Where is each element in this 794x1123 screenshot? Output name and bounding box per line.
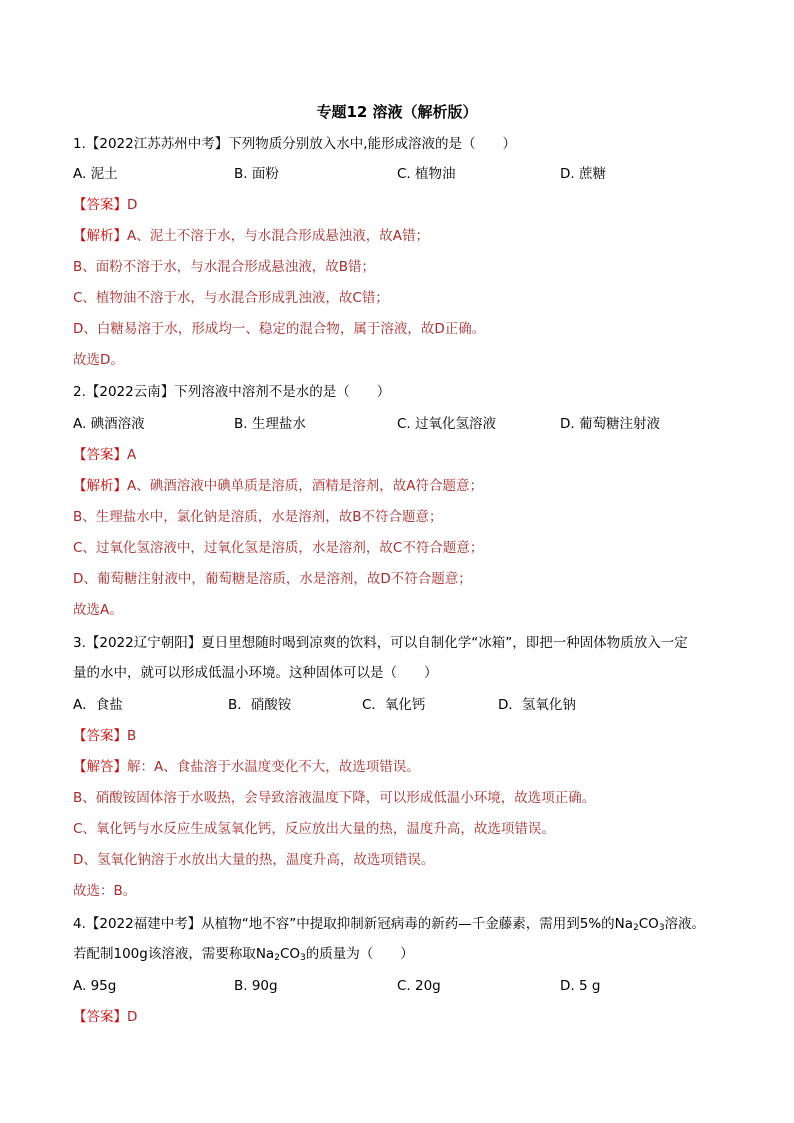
answer-tag: 【答案】 bbox=[73, 447, 127, 463]
analysis-tag: 【解析】 bbox=[73, 478, 127, 494]
question-2-option-c: C. 过氧化氢溶液 bbox=[397, 416, 497, 432]
question-3-option-a: A．食盐 bbox=[73, 697, 123, 713]
question-1-analysis-line: B、面粉不溶于水，与水混合形成悬浊液，故B错； bbox=[73, 259, 376, 275]
question-1-option-c: C. 植物油 bbox=[397, 166, 456, 182]
answer-value: A bbox=[127, 447, 137, 463]
question-4-answer bbox=[73, 1007, 753, 1027]
question-2-answer bbox=[73, 445, 753, 465]
subscript: 3 bbox=[658, 923, 665, 933]
question-3-stem: 3.【2022辽宁朝阳】夏日里想随时喝到凉爽的饮料，可以自制化学“冰箱”，即把一种固体物质放入一定 bbox=[73, 635, 688, 651]
stem-text: 若配制100g该溶液，需要称取Na bbox=[73, 946, 275, 962]
question-3-option-d: D．氢氧化钠 bbox=[498, 697, 576, 713]
question-4-option-a: A. 95g bbox=[73, 978, 117, 994]
question-2-option-d: D. 葡萄糖注射液 bbox=[560, 416, 660, 432]
question-1-answer bbox=[73, 195, 753, 215]
question-3-analysis-line bbox=[73, 757, 753, 777]
question-1-analysis-line bbox=[73, 226, 753, 246]
question-4-stem-continued bbox=[73, 944, 753, 964]
stem-text: 的质量为（ ） bbox=[305, 946, 414, 962]
analysis-text: A、碘酒溶液中碘单质是溶质，酒精是溶剂，故A符合题意； bbox=[127, 478, 483, 494]
question-1-option-b: B. 面粉 bbox=[234, 166, 279, 182]
question-1-analysis-line: C、植物油不溶于水，与水混合形成乳浊液，故C错； bbox=[73, 290, 389, 306]
subscript: 2 bbox=[274, 953, 280, 963]
question-1-option-a: A. 泥土 bbox=[73, 166, 118, 182]
question-2-option-a: A. 碘酒溶液 bbox=[73, 416, 145, 432]
analysis-text: A、泥土不溶于水，与水混合形成悬浊液，故A错； bbox=[127, 228, 429, 244]
answer-value: B bbox=[127, 728, 137, 744]
question-4-option-b: B. 90g bbox=[234, 978, 278, 994]
answer-tag: 【答案】 bbox=[73, 728, 127, 744]
page-title: 专题12 溶液（解析版） bbox=[316, 103, 478, 121]
answer-value: D bbox=[127, 197, 138, 213]
question-1-option-d: D. 蔗糖 bbox=[560, 166, 606, 182]
question-3-option-b: B．硝酸铵 bbox=[228, 697, 292, 713]
question-3-stem-continued: 量的水中，就可以形成低温小环境。这种固体可以是（ ） bbox=[73, 665, 438, 681]
question-2-analysis-line bbox=[73, 476, 753, 496]
question-2-conclusion: 故选A。 bbox=[73, 602, 123, 618]
question-3-analysis-line: D、氢氧化钠溶于水放出大量的热，温度升高，故选项错误。 bbox=[73, 852, 435, 868]
stem-text: CO bbox=[279, 946, 301, 962]
analysis-text: 解：A、食盐溶于水温度变化不大，故选项错误。 bbox=[127, 759, 420, 775]
question-4-stem bbox=[73, 914, 753, 934]
subscript: 2 bbox=[633, 923, 639, 933]
question-2-analysis-line: B、生理盐水中，氯化钠是溶质，水是溶剂，故B不符合题意； bbox=[73, 509, 443, 525]
analysis-tag: 【解析】 bbox=[73, 228, 127, 244]
question-4-option-d: D. 5 g bbox=[560, 978, 601, 994]
question-1-stem: 1.【2022江苏苏州中考】下列物质分别放入水中,能形成溶液的是（ ） bbox=[73, 136, 517, 152]
subscript: 3 bbox=[300, 953, 306, 963]
question-2-stem: 2.【2022云南】下列溶液中溶剂不是水的是（ ） bbox=[73, 384, 391, 400]
question-3-conclusion: 故选：B。 bbox=[73, 883, 137, 899]
answer-tag: 【答案】 bbox=[73, 1009, 127, 1025]
answer-value: D bbox=[127, 1009, 138, 1025]
question-1-conclusion: 故选D。 bbox=[73, 352, 124, 368]
stem-text: 4.【2022福建中考】从植物“地不容”中提取抑制新冠病毒的新药—千金藤素，需用到5%的Na bbox=[73, 916, 634, 932]
analysis-tag: 【解答】 bbox=[73, 759, 127, 775]
answer-tag: 【答案】 bbox=[73, 197, 127, 213]
question-1-analysis-line: D、白糖易溶于水，形成均一、稳定的混合物，属于溶液，故D正确。 bbox=[73, 321, 486, 337]
question-4-option-c: C. 20g bbox=[397, 978, 441, 994]
question-2-analysis-line: D、葡萄糖注射液中，葡萄糖是溶质，水是溶剂，故D不符合题意； bbox=[73, 571, 472, 587]
question-3-analysis-line: C、氧化钙与水反应生成氢氧化钙，反应放出大量的热，温度升高，故选项错误。 bbox=[73, 821, 555, 837]
stem-text: 溶液。 bbox=[664, 916, 706, 932]
question-3-option-c: C．氧化钙 bbox=[362, 697, 426, 713]
stem-text: CO bbox=[638, 916, 659, 932]
question-3-analysis-line: B、硝酸铵固体溶于水吸热，会导致溶液温度下降，可以形成低温小环境，故选项正确。 bbox=[73, 790, 596, 806]
question-2-analysis-line: C、过氧化氢溶液中，过氧化氢是溶质，水是溶剂，故C不符合题意； bbox=[73, 540, 484, 556]
question-2-option-b: B. 生理盐水 bbox=[234, 416, 306, 432]
question-3-answer bbox=[73, 726, 753, 746]
